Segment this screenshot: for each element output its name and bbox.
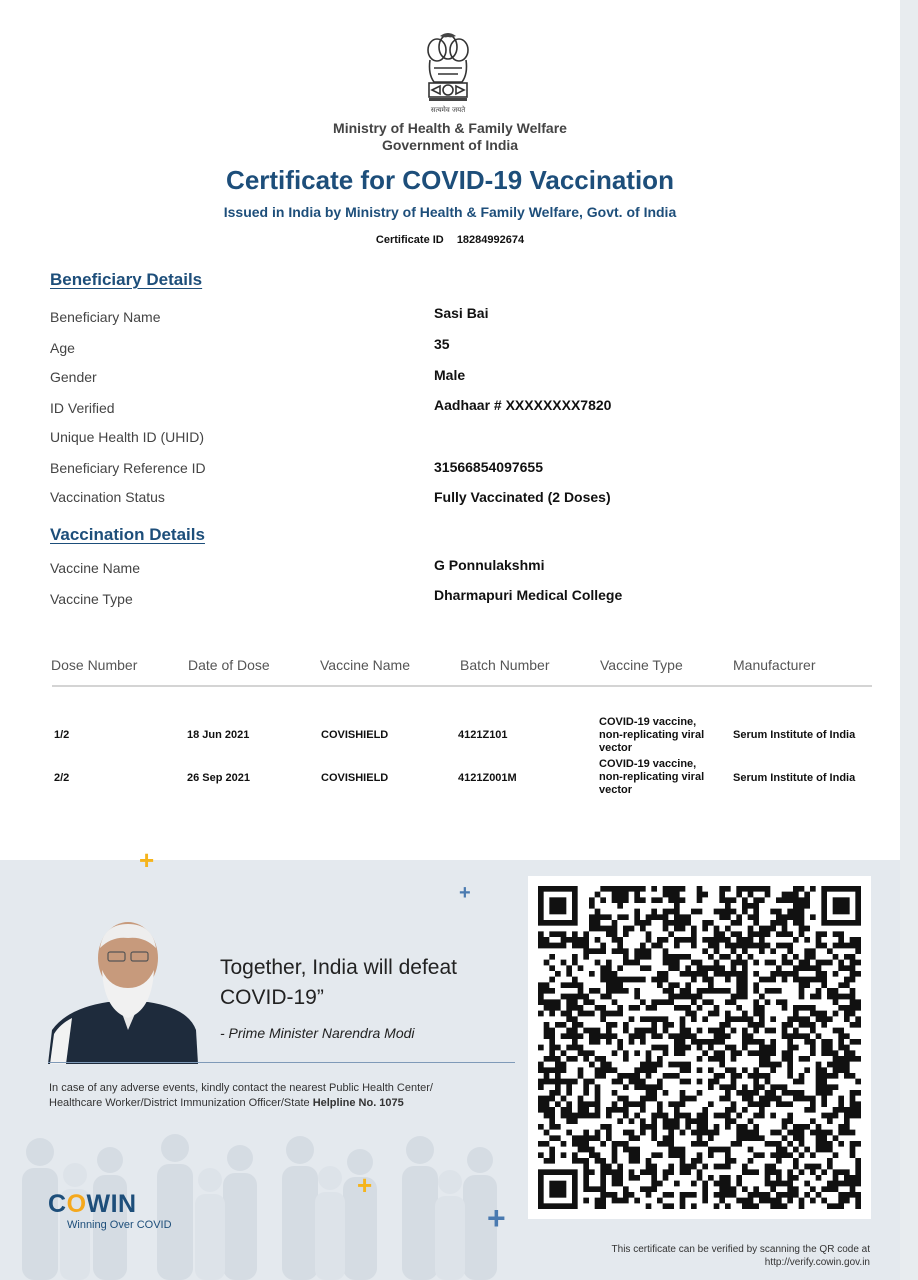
- government-name: Government of India: [381, 137, 519, 153]
- beneficiary-details-heading: Beneficiary Details: [50, 270, 203, 289]
- manufacturer-cell: Serum Institute of India: [733, 729, 856, 741]
- helpline-number: Helpline No. 1075: [312, 1097, 404, 1109]
- plus-icon: +: [139, 845, 155, 875]
- dose-number-cell: 2/2: [54, 772, 70, 784]
- date-of-dose-cell: 18 Jun 2021: [187, 729, 250, 741]
- column-header-vaccine-type: Vaccine Type: [600, 657, 683, 673]
- verification-note: This certificate can be verified by scanning the QR code at http://verify.cowin.gov.in: [510, 1243, 870, 1269]
- vaccine-name-cell: COVISHIELD: [321, 772, 389, 784]
- page-edge: [900, 0, 918, 1280]
- quote-divider: [48, 1062, 515, 1063]
- certificate-id: [0, 234, 900, 246]
- pm-quote: [220, 953, 457, 1013]
- issued-by: Issued in India by Ministry of Health & Family Welfare, Govt. of India: [223, 204, 677, 220]
- vaccine-type-cell: COVID-19 vaccine, non-replicating viral vector: [599, 716, 705, 754]
- column-header-batch-number: Batch Number: [460, 657, 550, 673]
- vaccine-type-label: Vaccine Type: [50, 591, 133, 607]
- column-header-date-of-dose: Date of Dose: [188, 657, 270, 673]
- table-header-divider: [52, 685, 872, 687]
- plus-icon: +: [487, 1200, 506, 1236]
- column-header-dose-number: Dose Number: [51, 657, 138, 673]
- quote-line: Together, India will defeat: [220, 956, 457, 979]
- column-header-vaccine-name: Vaccine Name: [320, 657, 411, 673]
- certificate-title: Certificate for COVID-19 Vaccination: [226, 165, 674, 195]
- age-value: 35: [434, 336, 450, 352]
- ministry-name: Ministry of Health & Family Welfare: [333, 120, 567, 136]
- vaccine-type-cell: COVID-19 vaccine, non-replicating viral vector: [599, 758, 705, 796]
- age-label: Age: [50, 340, 75, 356]
- id-verified-label: ID Verified: [50, 400, 115, 416]
- id-verified-value: Aadhaar # XXXXXXXX7820: [434, 397, 612, 413]
- emblem-motto: सत्यमेव जयते: [430, 106, 466, 114]
- vaccine-name-value: G Ponnulakshmi: [434, 557, 545, 573]
- manufacturer-cell: Serum Institute of India: [733, 772, 856, 784]
- vaccine-name-label: Vaccine Name: [50, 560, 141, 576]
- adverse-events-advisory: In case of any adverse events, kindly contact the nearest Public Health Center/ Healthcare Worker/District Immunization Officer/State Helpline No. 1075: [49, 1082, 433, 1109]
- gender-label: Gender: [50, 369, 97, 385]
- beneficiary-name-label: Beneficiary Name: [50, 309, 161, 325]
- reference-id-value: 31566854097655: [434, 459, 544, 475]
- cowin-tagline: Winning Over COVID: [67, 1219, 172, 1231]
- qr-code-card: [528, 876, 871, 1219]
- plus-icon: +: [459, 882, 471, 904]
- qr-code-icon: [538, 886, 861, 1209]
- plus-icon: +: [357, 1170, 373, 1200]
- prime-minister-portrait: [48, 918, 208, 1064]
- quote-attribution: - Prime Minister Narendra Modi: [220, 1025, 415, 1041]
- batch-number-cell: 4121Z001M: [458, 772, 517, 784]
- quote-line: COVID-19”: [220, 986, 324, 1009]
- vaccination-status-label: Vaccination Status: [50, 489, 165, 505]
- dose-number-cell: 1/2: [54, 729, 70, 741]
- cowin-logo-icon: COWIN: [48, 1190, 137, 1218]
- column-header-manufacturer: Manufacturer: [733, 657, 816, 673]
- vaccination-status-value: Fully Vaccinated (2 Doses): [434, 489, 611, 505]
- gender-value: Male: [434, 367, 466, 383]
- date-of-dose-cell: 26 Sep 2021: [187, 772, 250, 784]
- verify-url: http://verify.cowin.gov.in: [764, 1257, 870, 1268]
- national-emblem-icon: [420, 28, 476, 116]
- beneficiary-name-value: Sasi Bai: [434, 305, 489, 321]
- certificate-id-value: 18284992674: [456, 234, 525, 246]
- vaccination-details-heading: Vaccination Details: [50, 525, 205, 544]
- vaccine-name-cell: COVISHIELD: [321, 729, 389, 741]
- certificate-id-label: Certificate ID: [375, 234, 444, 246]
- batch-number-cell: 4121Z101: [458, 729, 508, 741]
- reference-id-label: Beneficiary Reference ID: [50, 460, 206, 476]
- vaccine-type-value: Dharmapuri Medical College: [434, 587, 623, 603]
- uhid-label: Unique Health ID (UHID): [50, 429, 205, 445]
